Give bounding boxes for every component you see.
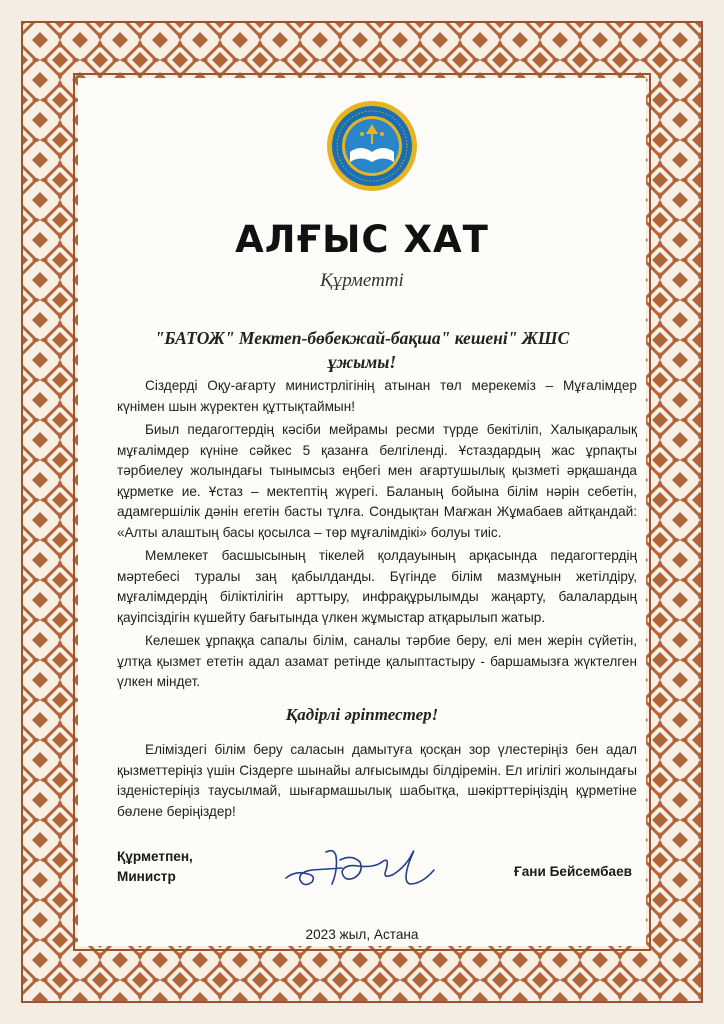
paragraph-1: Сіздерді Оқу-ағарту министрлігінің атынан төл мерекеміз – Мұғалімдер күнімен шын жүректен құттықтаймын! <box>117 378 637 414</box>
colleagues-subheading: Қадірлі әріптестер! <box>285 705 439 724</box>
recipient-line-1: "БАТОЖ" Мектеп-бөбекжай-бақша" кешені" ЖШС <box>154 328 570 348</box>
ministry-book-emblem-icon <box>326 100 418 192</box>
closing-paragraph: Еліміздегі білім беру саласын дамытуға қосқан зор үлестеріңіз бен адал қызметтеріңіз үшін Сіздерге шынайы алғысымды білдіремін. Ел игілігі жолындағы ізденістеріңіз таусылмай, шығармашылық шабытқа, шәкірттеріңіздің құрметіне бөлене беріңіздер! <box>117 742 637 819</box>
recipient-line-2: ұжымы! <box>327 352 397 372</box>
paragraph-3: Мемлекет басшысының тікелей қолдауының арқасында педагогтердің мәртебесі туралы заң қабылданды. Бүгінде білім мазмұнын жетілдіру, мұғалімдердің біліктілігін арттыру, инфрақұрылымды жаңарту, балалардың қауіпсіздігін күшейту бағытында үлкен жұмыстар атқарылып жатыр. <box>117 548 637 625</box>
paragraph-4: Келешек ұрпаққа сапалы білім, саналы тәрбие беру, елі мен жерін сүйетін, ұлтқа қызмет ететін адал азамат ретінде қалыптастыру - баршамызға жүктелген үлкен міндет. <box>117 633 637 689</box>
date-place: 2023 жыл, Астана <box>305 927 419 942</box>
signatory-name: Ғани Бейсембаев <box>514 864 632 879</box>
letter-body <box>117 376 637 696</box>
sign-off-line-2: Министр <box>117 869 176 884</box>
document-title: АЛҒЫС ХАТ <box>235 218 489 261</box>
greeting: Құрметті <box>320 270 404 291</box>
recipient <box>120 326 604 374</box>
sign-off <box>117 847 193 887</box>
paragraph-2: Биыл педагогтердің кәсіби мейрамы ресми түрде бекітіліп, Халықаралық мұғалімдер күніне сәйкес 5 қазанға белгіленді. Ұстаздардың жас ұрпақты тәрбиелеу жолындағы тынымсыз еңбегі мен ағартушылық қызметі әрқашанда құрметке ие. Ұстаз – мектептің жүрегі. Баланың бойына білім нәрін себетін, адамгершілік дәнін егетін басты тұлға. Сондықтан Мағжан Жұмабаев айтқандай: «Алты алаштың басы қосылса – төр мұғалімдікі» болуы тиіс. <box>117 422 637 540</box>
handwritten-signature-icon <box>282 840 442 896</box>
sign-off-line-1: Құрметпен, <box>117 849 193 864</box>
closing-body <box>117 740 637 822</box>
